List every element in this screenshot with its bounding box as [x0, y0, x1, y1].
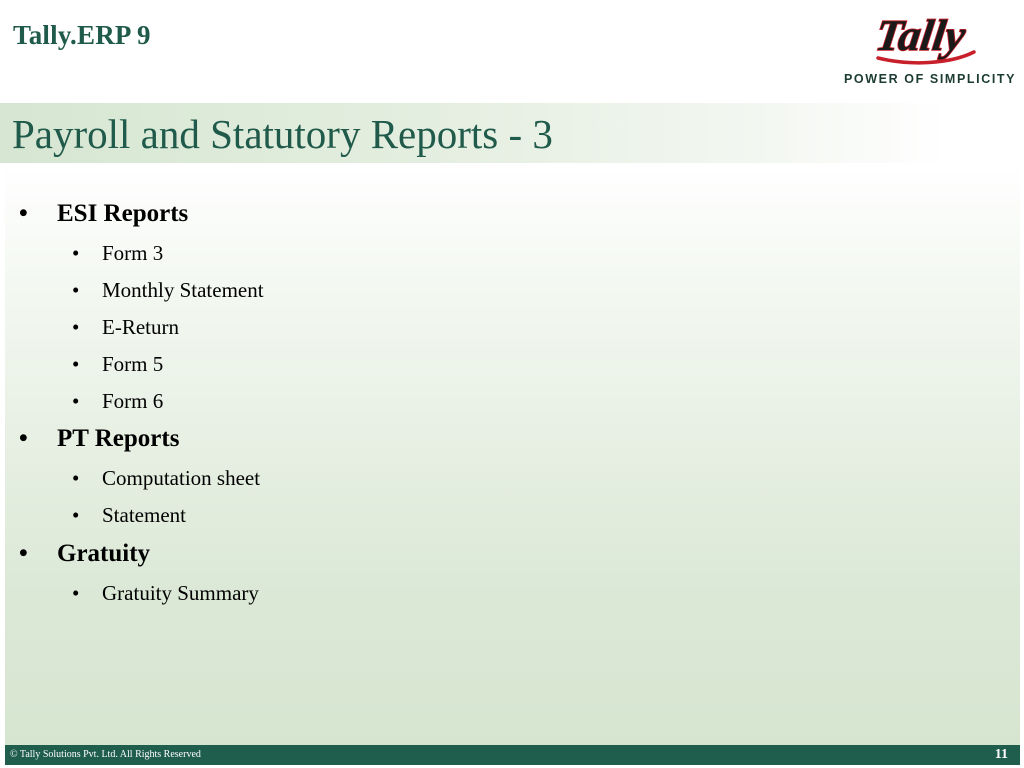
list-item-label: Computation sheet — [102, 466, 261, 490]
list-item — [72, 581, 259, 606]
bullet-icon: • — [72, 352, 80, 376]
bullet-icon: • — [72, 503, 80, 527]
list-item-label: Statement — [102, 503, 186, 527]
list-item-label: Monthly Statement — [102, 278, 264, 302]
slide-title: Payroll and Statutory Reports - 3 — [12, 111, 553, 157]
bullet-icon: • — [19, 425, 28, 452]
logo-wordmark: Tally — [872, 11, 969, 60]
footer-bar — [5, 745, 1020, 765]
list-item-label: Gratuity Summary — [102, 581, 259, 605]
logo-tagline: POWER OF SIMPLICITY — [844, 72, 1017, 86]
section-heading-label: Gratuity — [57, 540, 151, 567]
list-item-label: Form 5 — [102, 352, 164, 376]
section-heading-esi — [19, 200, 189, 228]
bullet-icon: • — [72, 466, 80, 490]
bullet-icon: • — [19, 540, 28, 567]
tally-logo — [840, 8, 1016, 92]
list-item — [72, 503, 186, 528]
list-item-label: Form 3 — [102, 241, 164, 265]
section-heading-gratuity — [19, 540, 151, 568]
section-heading-label: PT Reports — [57, 425, 180, 452]
bullet-icon: • — [72, 581, 80, 605]
list-item-label: Form 6 — [102, 389, 164, 413]
list-item — [72, 466, 261, 491]
bullet-icon: • — [72, 389, 80, 413]
list-item — [72, 241, 164, 266]
tally-logo-mark — [840, 8, 1016, 70]
list-item — [72, 389, 164, 414]
page-number: 11 — [994, 747, 1008, 762]
bullet-icon: • — [72, 278, 80, 302]
bullet-icon: • — [19, 200, 28, 227]
list-item — [72, 315, 179, 340]
list-item-label: E-Return — [102, 315, 179, 339]
product-name: Tally.ERP 9 — [13, 20, 151, 50]
bullet-icon: • — [72, 315, 80, 339]
list-item — [72, 278, 264, 303]
copyright-text: © Tally Solutions Pvt. Ltd. All Rights Reserved — [10, 749, 201, 760]
section-heading-pt — [19, 425, 180, 453]
bullet-icon: • — [72, 241, 80, 265]
section-heading-label: ESI Reports — [57, 200, 189, 227]
list-item — [72, 352, 164, 377]
